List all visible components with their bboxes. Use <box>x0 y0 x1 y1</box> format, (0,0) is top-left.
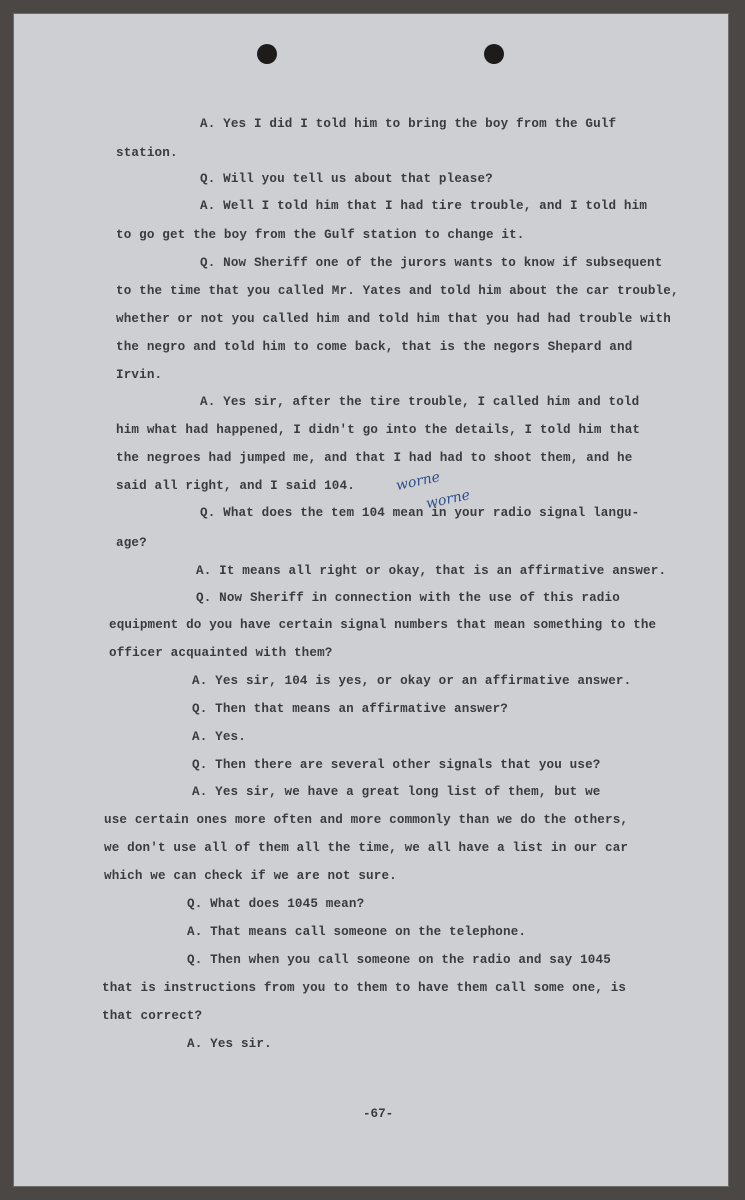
page-number: -67- <box>363 1107 394 1121</box>
transcript-line: A. Yes sir, we have a great long list of them, but we <box>192 785 601 799</box>
punch-hole-right <box>484 44 504 64</box>
transcript-line: said all right, and I said 104. <box>116 479 355 493</box>
transcript-line: officer acquainted with them? <box>109 646 333 660</box>
transcript-line: that correct? <box>102 1009 203 1023</box>
transcript-line: equipment do you have certain signal numbers that mean something to the <box>109 618 657 632</box>
transcript-line: the negroes had jumped me, and that I had had to shoot them, and he <box>116 451 633 465</box>
transcript-line: the negro and told him to come back, that is the negors Shepard and <box>116 340 633 354</box>
transcript-line: Irvin. <box>116 368 163 382</box>
punch-hole-left <box>257 44 277 64</box>
transcript-line: we don't use all of them all the time, we all have a list in our car <box>104 841 629 855</box>
transcript-line: Q. Will you tell us about that please? <box>200 172 493 186</box>
transcript-line: station. <box>116 146 178 160</box>
transcript-line: to the time that you called Mr. Yates and told him about the car trouble, <box>116 284 679 298</box>
transcript-line: A. Yes sir. <box>187 1037 272 1051</box>
transcript-line: which we can check if we are not sure. <box>104 869 397 883</box>
transcript-line: whether or not you called him and told him that you had had trouble with <box>116 312 671 326</box>
transcript-line: Q. What does 1045 mean? <box>187 897 365 911</box>
transcript-line: Q. Then there are several other signals that you use? <box>192 758 601 772</box>
handwritten-annotation: worne <box>424 487 472 512</box>
transcript-line: A. That means call someone on the telephone. <box>187 925 527 939</box>
transcript-line: Q. Now Sheriff one of the jurors wants to know if subsequent <box>200 256 663 270</box>
transcript-line: use certain ones more often and more commonly than we do the others, <box>104 813 629 827</box>
transcript-line: A. Yes sir, 104 is yes, or okay or an affirmative answer. <box>192 674 632 688</box>
transcript-line: Q. Then that means an affirmative answer? <box>192 702 509 716</box>
handwritten-annotation: worne <box>394 469 442 494</box>
transcript-line: Q. Now Sheriff in connection with the use of this radio <box>196 591 620 605</box>
transcript-line: to go get the boy from the Gulf station to change it. <box>116 228 525 242</box>
transcript-line: A. Yes I did I told him to bring the boy from the Gulf <box>200 117 617 131</box>
transcript-line: him what had happened, I didn't go into the details, I told him that <box>116 423 641 437</box>
transcript-line: Q. Then when you call someone on the radio and say 1045 <box>187 953 611 967</box>
transcript-line: A. Yes sir, after the tire trouble, I called him and told <box>200 395 640 409</box>
transcript-line: age? <box>116 536 147 550</box>
transcript-line: A. Well I told him that I had tire trouble, and I told him <box>200 199 648 213</box>
document-page <box>14 14 728 1186</box>
transcript-line: A. It means all right or okay, that is an affirmative answer. <box>196 564 667 578</box>
transcript-line: A. Yes. <box>192 730 246 744</box>
transcript-line: Q. What does the tem 104 mean in your radio signal langu- <box>200 506 640 520</box>
transcript-line: that is instructions from you to them to have them call some one, is <box>102 981 627 995</box>
